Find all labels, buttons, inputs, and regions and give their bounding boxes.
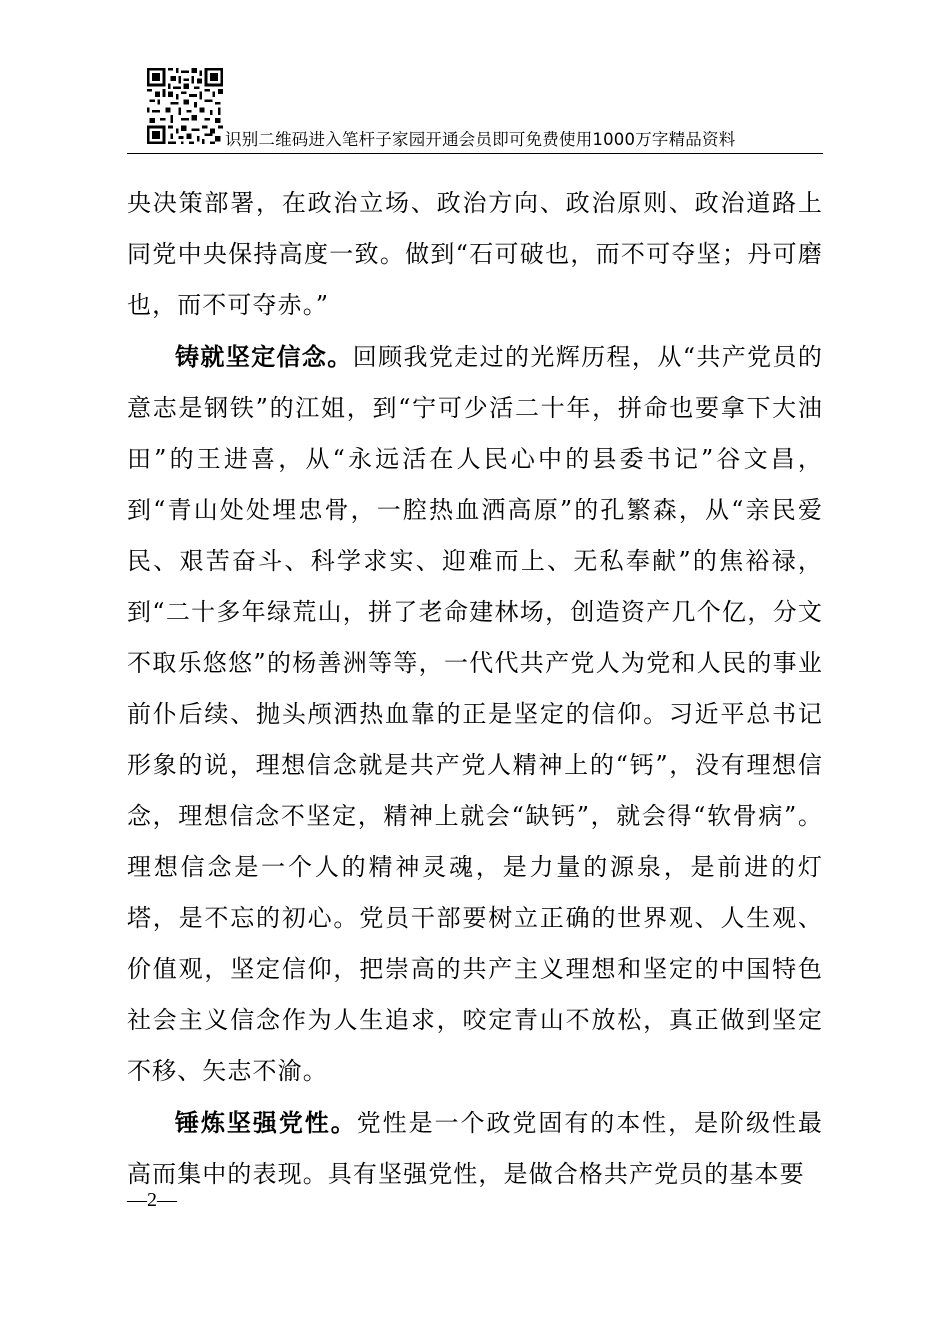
page-number: —2—	[127, 1189, 177, 1211]
paragraph-text: 回顾我党走过的光辉历程，从“共产党员的意志是钢铁”的江姐，到“宁可少活二十年，拼命也要拿下大油田”的王进喜，从“永远活在人民心中的县委书记”谷文昌，到“青山处处埋忠骨，一腔热血洒高原”的孔繁森，从“亲民爱民、艰苦奋斗、科学求实、迎难而上、无私奉献”的焦裕禄，到“二十多年绿荒山，拼了老命建林场，创造资产几个亿，分文不取乐悠悠”的杨善洲等等，一代代共产党人为党和人民的事业前仆后续、抛头颅洒热血靠的正是坚定的信仰。习近平总书记形象的说，理想信念就是共产党人精神上的“钙”，没有理想信念，理想信念不坚定，精神上就会“缺钙”，就会得“软骨病”。理想信念是一个人的精神灵魂，是力量的源泉，是前进的灯塔，是不忘的初心。党员干部要树立正确的世界观、人生观、价值观，坚定信仰，把崇高的共产主义理想和坚定的中国特色社会主义信念作为人生追求，咬定青山不放松，真正做到坚定不移、矢志不渝。	[127, 343, 824, 1085]
header-promo-text: 识别二维码进入笔杆子家园开通会员即可免费使用1000万字精品资料	[225, 130, 736, 149]
qr-code-icon[interactable]	[147, 68, 223, 144]
paragraph-heading: 铸就坚定信念。	[175, 342, 353, 371]
paragraph-heading: 锤炼坚强党性。	[175, 1108, 357, 1137]
paragraph-text: 央决策部署，在政治立场、政治方向、政治原则、政治道路上同党中央保持高度一致。做到“石可破也，而不可夺坚；丹可磨也，而不可夺赤。”	[127, 189, 823, 319]
paragraph-firm-belief	[127, 331, 823, 1097]
paragraph-continuation	[127, 178, 823, 331]
document-body	[127, 178, 823, 1200]
page-header	[127, 66, 823, 154]
paragraph-text: 党性是一个政党固有的本性，是阶级性最高而集中的表现。具有坚强党性，是做合格共产党员的基本要	[127, 1109, 823, 1188]
header-divider	[127, 153, 823, 154]
paragraph-party-spirit	[127, 1097, 823, 1200]
